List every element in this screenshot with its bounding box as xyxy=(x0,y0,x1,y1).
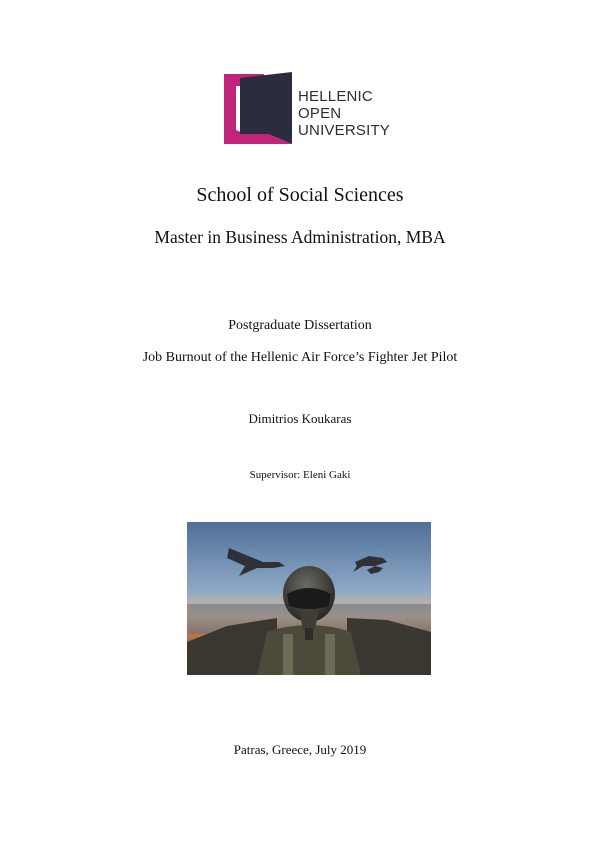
cover-photo xyxy=(187,522,431,675)
supervisor-name: Supervisor: Eleni Gaki xyxy=(249,469,351,481)
logo-wordmark xyxy=(298,88,390,139)
dissertation-title: Job Burnout of the Hellenic Air Force’s Fighter Jet Pilot xyxy=(142,350,458,365)
logo-line-1: HELLENIC xyxy=(298,88,373,105)
university-logo xyxy=(224,72,394,146)
document-type: Postgraduate Dissertation xyxy=(228,318,372,333)
logo-emblem-icon xyxy=(224,72,296,146)
logo-line-3: UNIVERSITY xyxy=(298,122,391,139)
place-date: Patras, Greece, July 2019 xyxy=(233,742,367,757)
program-name: Master in Business Administration, MBA xyxy=(154,227,446,247)
logo-line-2: OPEN xyxy=(298,105,342,122)
author-name: Dimitrios Koukaras xyxy=(248,411,352,426)
school-name: School of Social Sciences xyxy=(196,184,404,206)
